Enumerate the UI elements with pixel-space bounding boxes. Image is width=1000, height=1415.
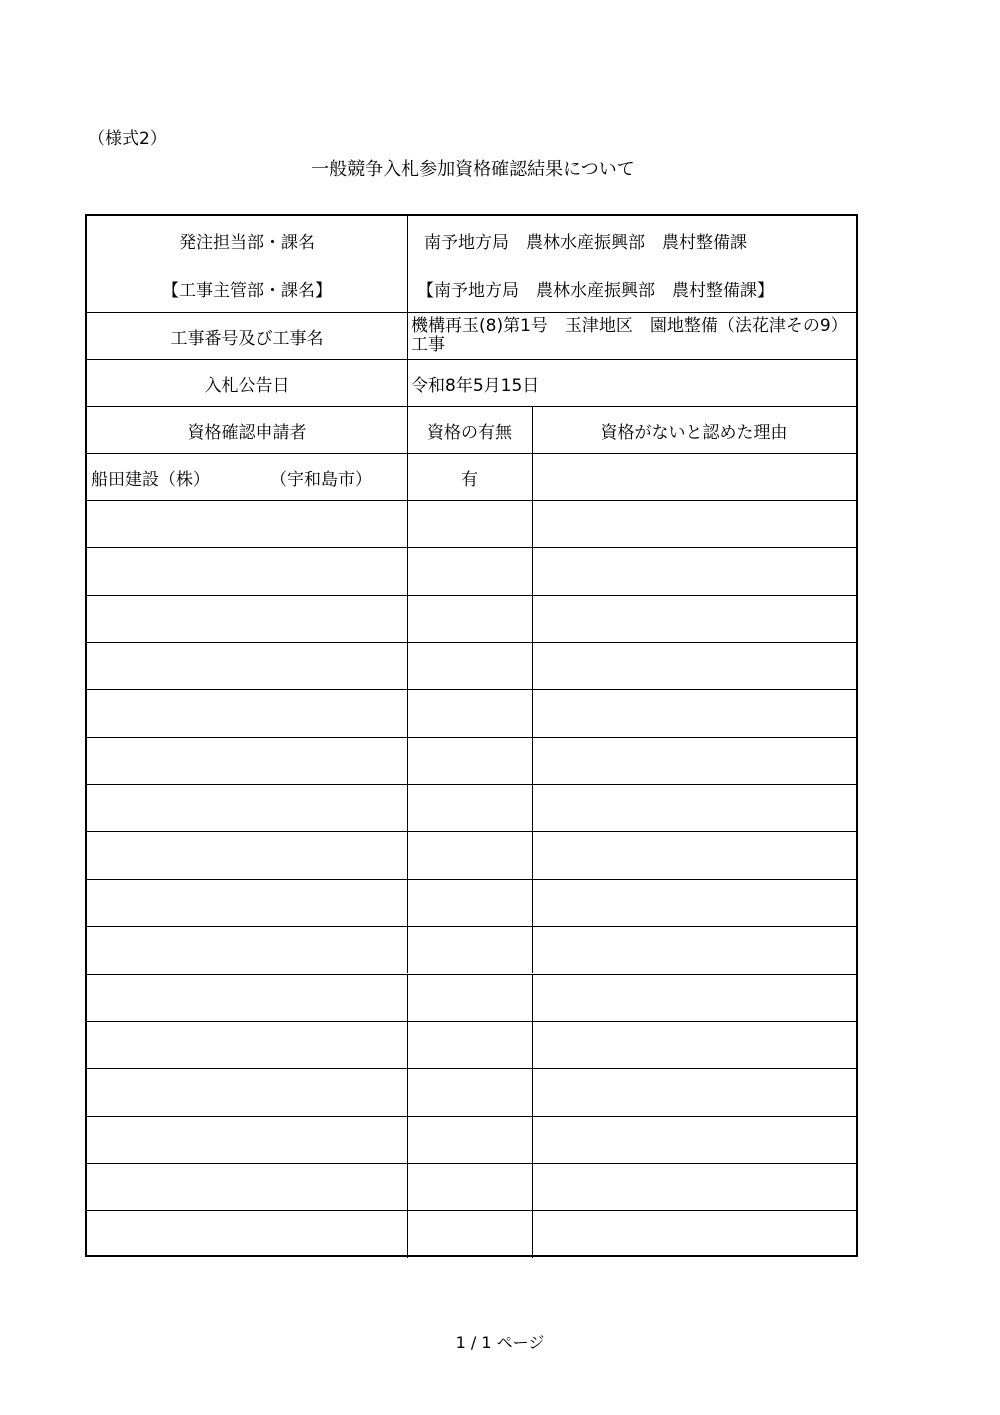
order-dept-row xyxy=(87,216,856,264)
table-row-empty xyxy=(87,642,856,689)
table-row-empty xyxy=(87,500,856,547)
table-row-empty xyxy=(87,1163,856,1210)
table-row-empty xyxy=(87,1116,856,1163)
table-row-empty xyxy=(87,974,856,1021)
applicant-cell xyxy=(87,454,407,500)
table-row-empty xyxy=(87,1068,856,1115)
header-applicant: 資格確認申請者 xyxy=(187,422,307,443)
table-row-empty xyxy=(87,1021,856,1068)
applicant-location: （宇和島市） xyxy=(270,469,372,490)
table-row-empty xyxy=(87,784,856,831)
table-row-empty xyxy=(87,879,856,926)
table-row-empty xyxy=(87,737,856,784)
table-row-empty xyxy=(87,547,856,594)
header-reason: 資格がないと認めた理由 xyxy=(600,422,788,443)
table-row-empty xyxy=(87,689,856,736)
bid-date-row xyxy=(87,359,856,406)
page-number: 1 / 1 ページ xyxy=(455,1333,545,1352)
construction-dept-row xyxy=(87,264,856,312)
work-value: 機構再玉(8)第1号 玉津地区 園地整備（法花津その9）工事 xyxy=(411,316,840,355)
bid-date-value: 令和8年5月15日 xyxy=(411,375,540,396)
work-row xyxy=(87,312,856,359)
bid-date-label: 入札公告日 xyxy=(204,375,290,396)
construction-dept-label: 【工事主管部・課名】 xyxy=(162,280,332,301)
work-label: 工事番号及び工事名 xyxy=(170,328,324,349)
construction-dept-value: 【南予地方局 農林水産振興部 農村整備課】 xyxy=(417,280,774,301)
table-row-empty xyxy=(87,926,856,973)
table-row-empty xyxy=(87,1210,856,1257)
table-header-row xyxy=(87,406,856,453)
reason-cell xyxy=(532,454,856,500)
order-dept-label: 発注担当部・課名 xyxy=(179,232,315,253)
result-table xyxy=(85,214,858,1257)
form-label: （様式2） xyxy=(88,129,167,149)
order-dept-value: 南予地方局 農林水産振興部 農村整備課 xyxy=(424,232,747,253)
table-row xyxy=(87,453,856,500)
applicant-name: 船田建設（株） xyxy=(91,469,210,490)
table-row-empty xyxy=(87,595,856,642)
qualified-cell: 有 xyxy=(461,469,478,490)
header-qualified: 資格の有無 xyxy=(427,422,512,443)
document-title: 一般競争入札参加資格確認結果について xyxy=(311,159,635,180)
table-row-empty xyxy=(87,831,856,878)
